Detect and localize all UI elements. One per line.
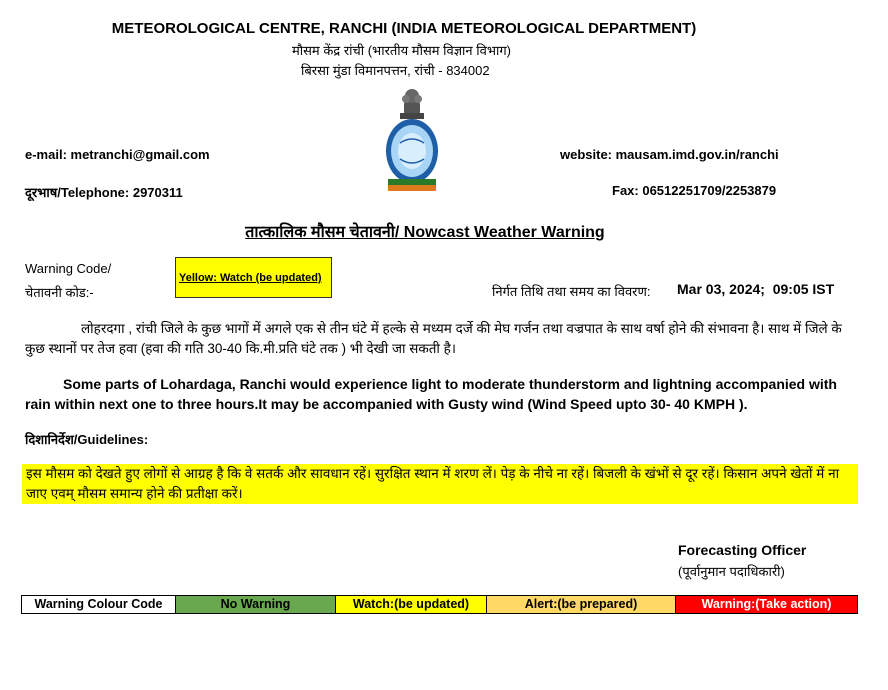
legend-warning: Warning:(Take action) bbox=[676, 596, 857, 613]
guidelines-text: इस मौसम को देखते हुए लोगों से आग्रह है कि वे सतर्क और सावधान रहें। सुरक्षित स्थान में शरण लें। पेड़ के नीचे ना रहें। बिजली के खंभों से दूर रहें। किसान अपने खेतों में ना जाए एवम् मौसम समान्य होने की प्रतीक्षा करें। bbox=[26, 466, 840, 501]
legend-no-warning: No Warning bbox=[176, 596, 336, 613]
warning-code-label-en: Warning Code/ bbox=[25, 261, 112, 276]
legend-watch: Watch:(be updated) bbox=[336, 596, 487, 613]
warning-code-box bbox=[175, 257, 332, 298]
imd-emblem-icon bbox=[382, 87, 442, 195]
warning-code-value: Yellow: Watch (be updated) bbox=[179, 272, 322, 284]
legend-alert: Alert:(be prepared) bbox=[487, 596, 676, 613]
warning-title: तात्कालिक मौसम चेतावनी/ Nowcast Weather Warning bbox=[245, 224, 605, 241]
contact-website: website: mausam.imd.gov.in/ranchi bbox=[560, 147, 779, 162]
issue-datetime-value: Mar 03, 2024; 09:05 IST bbox=[677, 281, 835, 297]
warning-code-label-hi: चेतावनी कोड:- bbox=[25, 285, 94, 300]
contact-telephone: दूरभाष/Telephone: 2970311 bbox=[25, 185, 183, 200]
contact-fax: Fax: 06512251709/2253879 bbox=[612, 183, 777, 198]
legend-label: Warning Colour Code bbox=[22, 596, 176, 613]
warning-text-english: Some parts of Lohardaga, Ranchi would experience light to moderate thunderstorm and lightning accompanied with rain within next one to three hours.It may be accompanied with Gusty wind (Wind Speed upto 30- 40 KMPH ). bbox=[25, 376, 837, 412]
org-title-en: METEOROLOGICAL CENTRE, RANCHI (INDIA METEOROLOGICAL DEPARTMENT) bbox=[111, 20, 697, 37]
guidelines-label: दिशानिर्देश/Guidelines: bbox=[25, 432, 149, 447]
forecasting-officer-en: Forecasting Officer bbox=[678, 542, 807, 558]
guidelines-box bbox=[22, 464, 858, 504]
org-title-hi: मौसम केंद्र रांची (भारतीय मौसम विज्ञान विभाग) bbox=[292, 43, 511, 58]
address-hi: बिरसा मुंडा विमानपत्तन, रांची - 834002 bbox=[301, 63, 490, 78]
issue-datetime-label: निर्गत तिथि तथा समय का विवरण: bbox=[492, 284, 651, 299]
contact-email: e-mail: metranchi@gmail.com bbox=[25, 147, 210, 162]
warning-colour-legend bbox=[21, 595, 858, 614]
warning-text-hindi: लोहरदगा , रांची जिले के कुछ भागों में अगले एक से तीन घंटे में हल्के से मध्यम दर्जे की मेघ गर्जन तथा वज्रपात के साथ वर्षा होने की संभावना है। साथ में जिले के कुछ स्थानों पर तेज हवा (हवा की गति 30-40 कि.मी.प्रति घंटे तक ) भी देखी जा सकती है। bbox=[25, 321, 842, 356]
forecasting-officer-hi: (पूर्वानुमान पदाधिकारी) bbox=[678, 564, 785, 579]
